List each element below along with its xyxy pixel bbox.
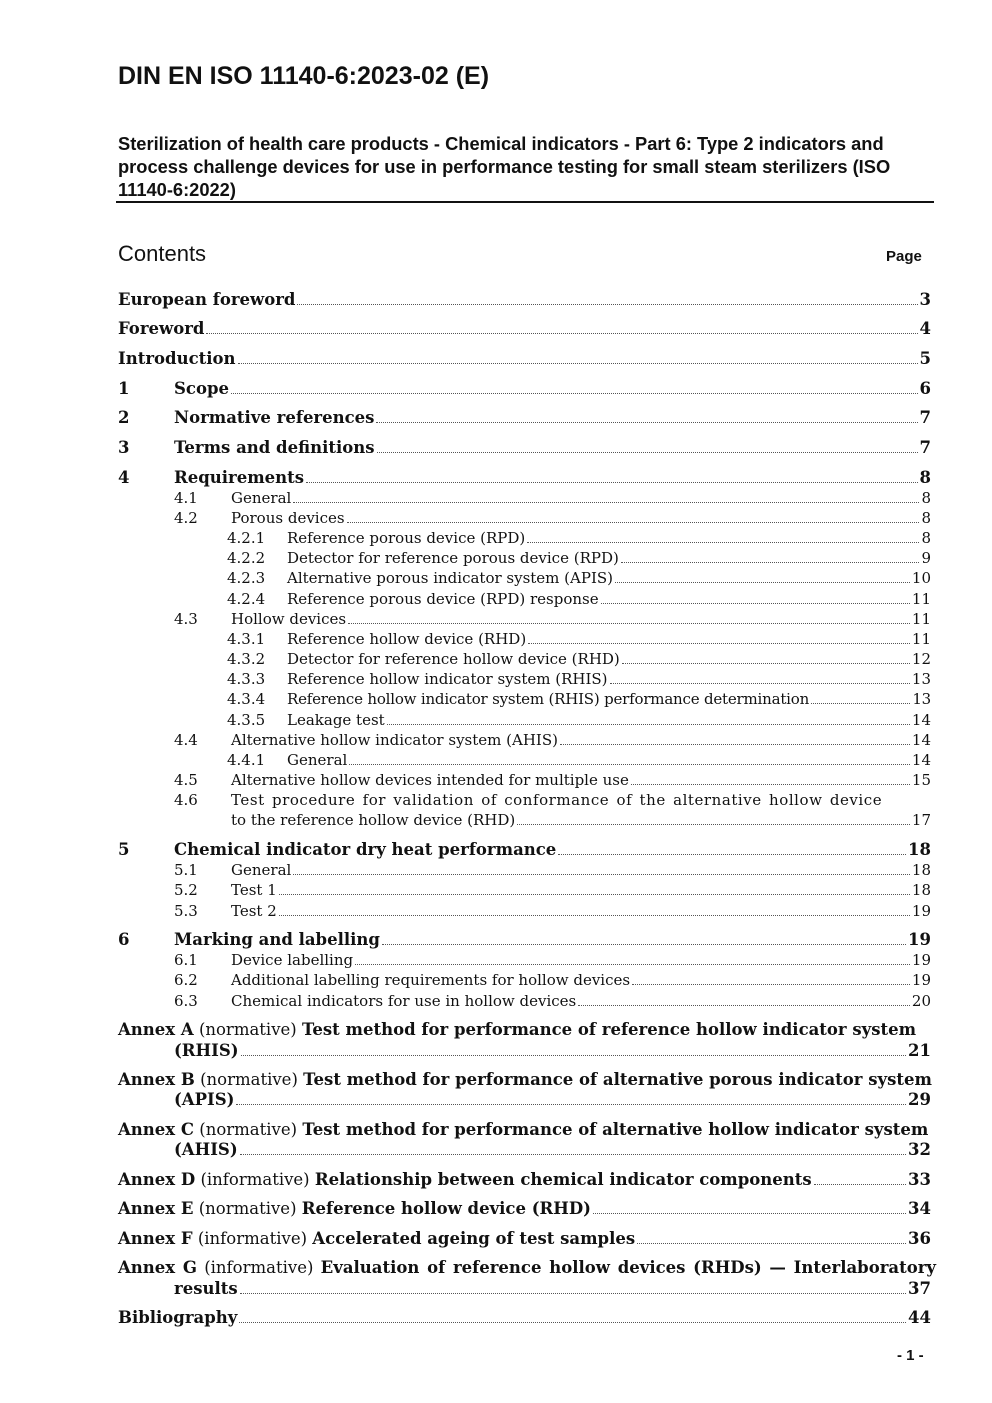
page-column-label: Page	[886, 248, 922, 265]
toc-annex-f[interactable]: Annex F (informative) Accelerated ageing of test samples 36	[118, 1229, 931, 1248]
toc-foreword[interactable]: Foreword 4	[118, 319, 931, 338]
toc-clause-4[interactable]: 4 Requirements 8	[118, 468, 931, 487]
toc-6-3[interactable]: 6.3 Chemical indicators for use in hollow devices 20	[174, 992, 931, 1010]
page-number: - 1 -	[897, 1347, 924, 1364]
toc-4-6-line2: to the reference hollow device (RHD) 17	[231, 811, 931, 829]
toc-6-2[interactable]: 6.2 Additional labelling requirements for hollow devices 19	[174, 971, 931, 989]
toc-4-5[interactable]: 4.5 Alternative hollow devices intended for multiple use 15	[174, 771, 931, 789]
toc-4-6-title-line1: Test procedure for validation of conformance of the alternative hollow device	[231, 791, 883, 809]
toc-annex-b-line2: (APIS) 29	[174, 1090, 931, 1109]
toc-4-2-4[interactable]: 4.2.4 Reference porous device (RPD) response 11	[227, 590, 931, 608]
toc-annex-d[interactable]: Annex D (informative) Relationship between chemical indicator components 33	[118, 1170, 931, 1189]
toc-annex-g-line1: Annex G (informative) Evaluation of reference hollow devices (RHDs) — Interlaboratory	[118, 1258, 936, 1277]
toc-4-4[interactable]: 4.4 Alternative hollow indicator system (AHIS) 14	[174, 731, 931, 749]
toc-annex-c-line2: (AHIS) 32	[174, 1140, 931, 1159]
toc-4-3-5[interactable]: 4.3.5 Leakage test 14	[227, 711, 931, 729]
toc-4-3-4[interactable]: 4.3.4 Reference hollow indicator system (RHIS) performance determination 13	[227, 690, 931, 708]
toc-clause-5[interactable]: 5 Chemical indicator dry heat performance 18	[118, 840, 931, 859]
toc-annex-e[interactable]: Annex E (normative) Reference hollow device (RHD) 34	[118, 1199, 931, 1218]
contents-heading: Contents	[118, 241, 207, 266]
document-id: DIN EN ISO 11140-6:2023-02 (E)	[118, 62, 490, 90]
toc-european-foreword[interactable]: European foreword 3	[118, 290, 931, 309]
toc-5-3[interactable]: 5.3 Test 2 19	[174, 902, 931, 920]
toc-4-3-1[interactable]: 4.3.1 Reference hollow device (RHD) 11	[227, 630, 931, 648]
toc-annex-a-line2: (RHIS) 21	[174, 1041, 931, 1060]
toc-5-2[interactable]: 5.2 Test 1 18	[174, 881, 931, 899]
toc-clause-2[interactable]: 2 Normative references 7	[118, 408, 931, 427]
toc-clause-3[interactable]: 3 Terms and definitions 7	[118, 438, 931, 457]
toc-5-1[interactable]: 5.1 General 18	[174, 861, 931, 879]
toc-4-3[interactable]: 4.3 Hollow devices 11	[174, 610, 931, 628]
toc-4-6-num: 4.6	[174, 791, 198, 809]
toc-4-3-2[interactable]: 4.3.2 Detector for reference hollow device (RHD) 12	[227, 650, 931, 668]
toc-introduction[interactable]: Introduction 5	[118, 349, 931, 368]
toc-annex-b-line1: Annex B (normative) Test method for performance of alternative porous indicator system	[118, 1070, 932, 1089]
document-subtitle: Sterilization of health care products - Chemical indicators - Part 6: Type 2 indicators and process challenge devices for use in performance testing for small steam sterilizers (ISO 11140-6:2022)	[118, 133, 891, 200]
toc-clause-1[interactable]: 1 Scope 6	[118, 379, 931, 398]
toc-6-1[interactable]: 6.1 Device labelling 19	[174, 951, 931, 969]
toc-annex-c-line1: Annex C (normative) Test method for performance of alternative hollow indicator system	[118, 1120, 929, 1139]
toc-annex-a-line1: Annex A (normative) Test method for performance of reference hollow indicator system	[118, 1020, 917, 1039]
toc-4-2-1[interactable]: 4.2.1 Reference porous device (RPD) 8	[227, 529, 931, 547]
toc-clause-6[interactable]: 6 Marking and labelling 19	[118, 930, 931, 949]
toc-4-2[interactable]: 4.2 Porous devices 8	[174, 509, 931, 527]
toc-4-2-3[interactable]: 4.2.3 Alternative porous indicator system (APIS) 10	[227, 569, 931, 587]
toc-4-2-2[interactable]: 4.2.2 Detector for reference porous device (RPD) 9	[227, 549, 931, 567]
toc-bibliography[interactable]: Bibliography 44	[118, 1308, 931, 1327]
toc-annex-g-line2: results 37	[174, 1279, 931, 1298]
toc-4-4-1[interactable]: 4.4.1 General 14	[227, 751, 931, 769]
toc-4-1[interactable]: 4.1 General 8	[174, 489, 931, 507]
toc-4-3-3[interactable]: 4.3.3 Reference hollow indicator system (RHIS) 13	[227, 670, 931, 688]
